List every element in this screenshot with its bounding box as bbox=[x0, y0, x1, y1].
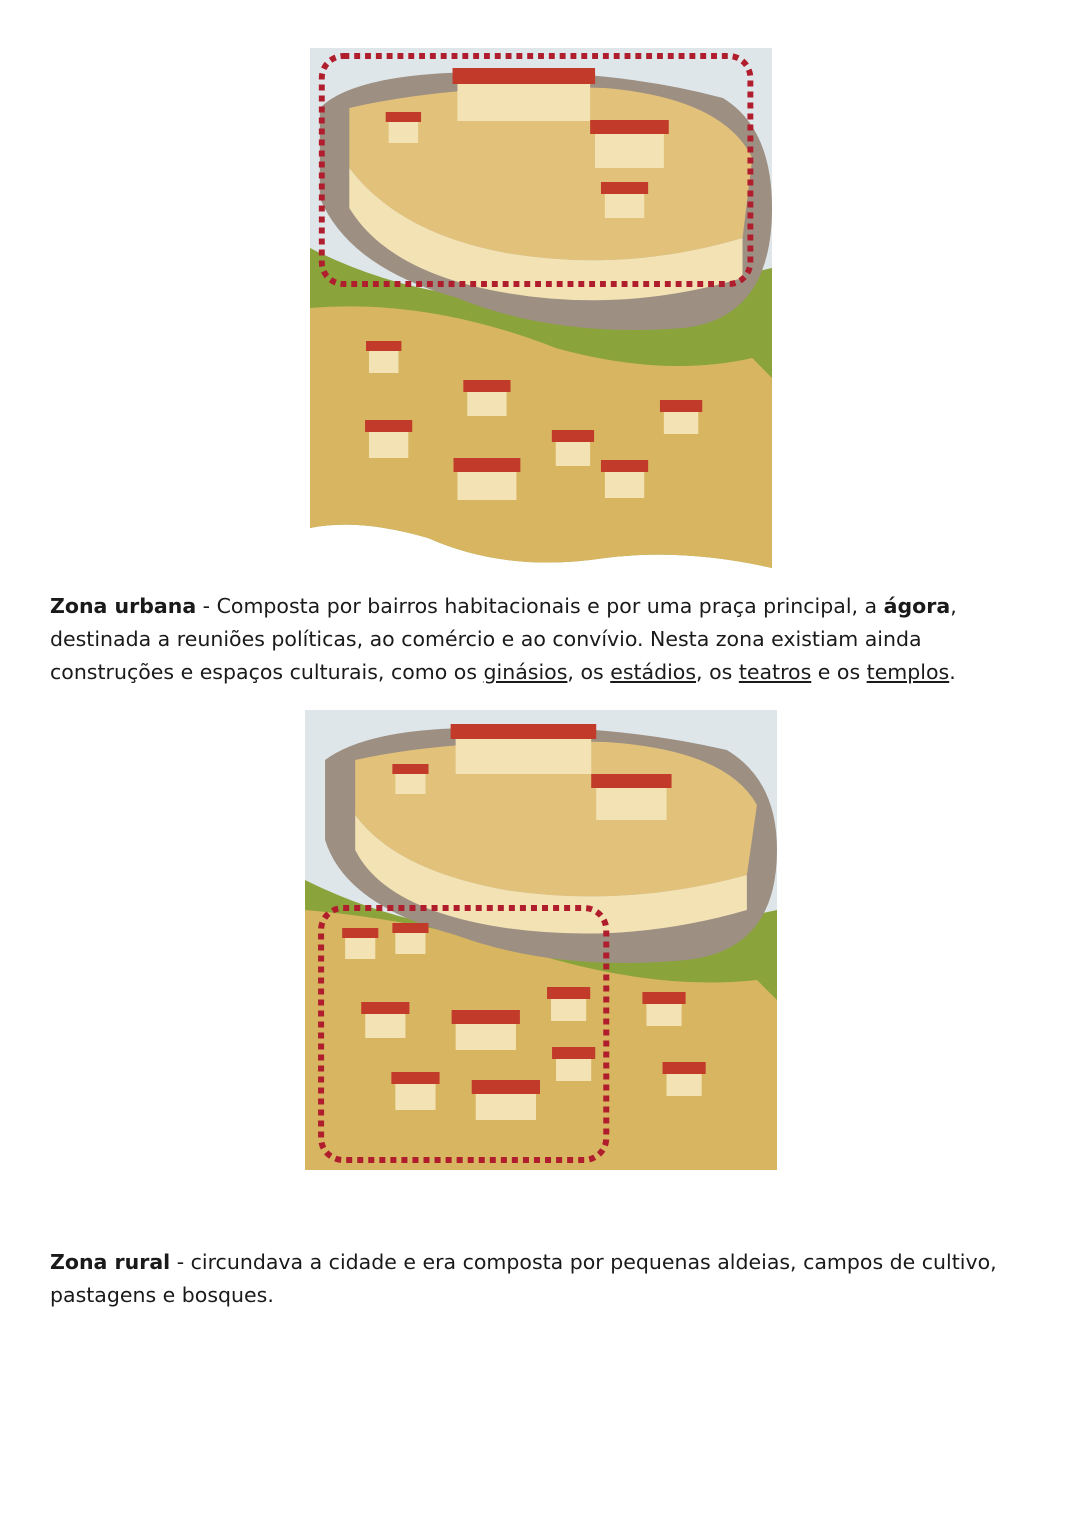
link-teatros[interactable]: teatros bbox=[738, 660, 812, 684]
paragraph-urbana bbox=[50, 590, 1040, 689]
text: , os bbox=[696, 660, 739, 684]
term-agora: ágora bbox=[883, 594, 951, 618]
building-roof bbox=[590, 120, 669, 134]
temple-roof bbox=[451, 724, 597, 739]
text: - Composta por bairros habitacionais e por uma praça principal, a bbox=[196, 594, 884, 618]
text: , destinada a reuniões políticas, ao comércio e ao convívio. Nesta zona existiam ainda construções e espaços culturais, como os bbox=[50, 594, 957, 684]
text: e os bbox=[811, 660, 867, 684]
link-templos[interactable]: templos bbox=[866, 660, 950, 684]
paragraph-rural bbox=[50, 1246, 1040, 1312]
link-ginasios[interactable]: ginásios bbox=[483, 660, 568, 684]
building-roof bbox=[392, 764, 428, 774]
link-estadios[interactable]: estádios bbox=[610, 660, 697, 684]
building-roof bbox=[591, 774, 671, 788]
lower-town-illustration bbox=[305, 710, 777, 1170]
building-roof bbox=[386, 112, 421, 122]
building-roof bbox=[601, 182, 648, 194]
text: . bbox=[949, 660, 956, 684]
term-urbana: Zona urbana bbox=[50, 594, 197, 618]
text: , os bbox=[567, 660, 611, 684]
term-rural: Zona rural bbox=[50, 1250, 171, 1274]
text: - circundava a cidade e era composta por pequenas aldeias, campos de cultivo, pastagens e bosques. bbox=[50, 1250, 997, 1307]
temple-roof bbox=[453, 68, 596, 84]
acropolis-illustration bbox=[310, 48, 772, 568]
